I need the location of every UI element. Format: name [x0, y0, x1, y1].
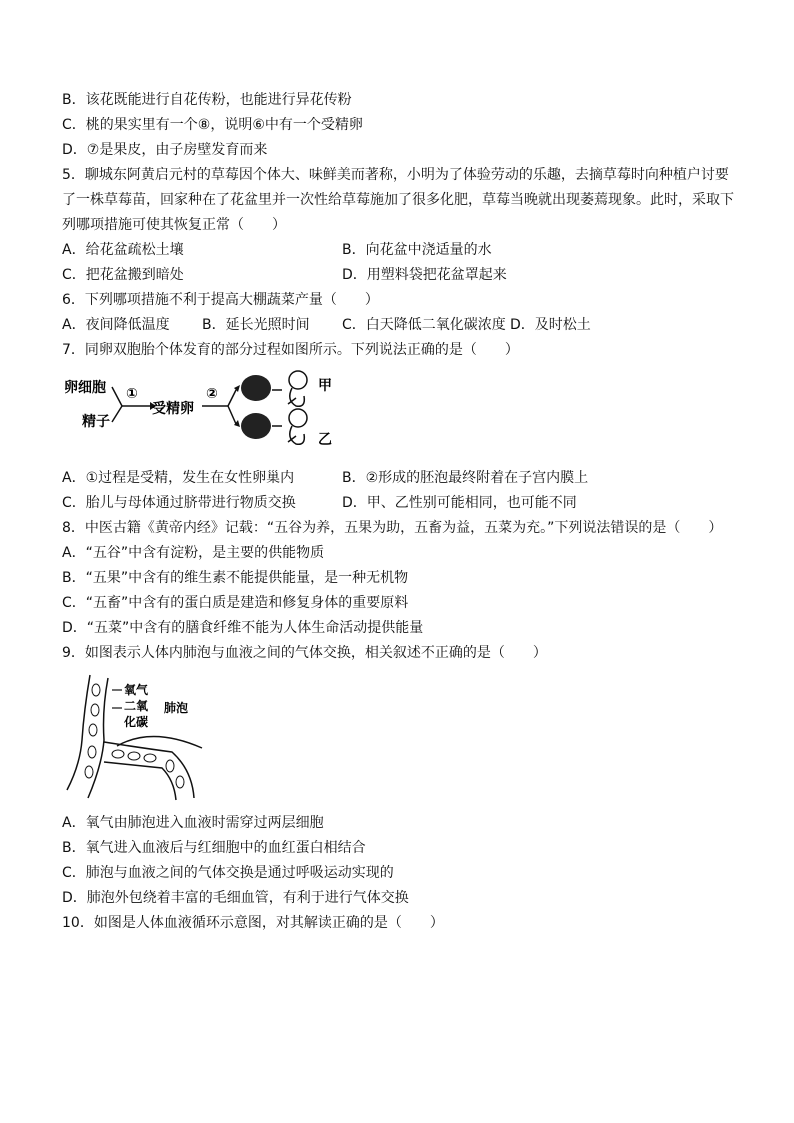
q8-option-c: C．“五畜”中含有的蛋白质是建造和修复身体的重要原料: [62, 595, 409, 611]
q5-option-d: D．用塑料袋把花盆罩起来: [342, 267, 507, 283]
q9-stem: 9．如图表示人体内肺泡与血液之间的气体交换，相关叙述不正确的是（ ）: [62, 645, 547, 661]
q9-option-d: D．肺泡外包绕着丰富的毛细血管，有利于进行气体交换: [62, 890, 409, 906]
q8-stem: 8．中医古籍《黄帝内经》记载：“五谷为养，五果为助，五畜为益，五菜为充。”下列说法错误的是（ ）: [62, 520, 723, 536]
q7-option-b: B．②形成的胚泡最终附着在子宫内膜上: [342, 470, 589, 486]
twin-development-figure: [60, 368, 350, 458]
zygote-label: 受精卵: [152, 401, 194, 417]
q6-option-b: B．延长光照时间: [202, 317, 310, 333]
q9-option-b: B．氧气进入血液后与红细胞中的血红蛋白相结合: [62, 840, 366, 856]
alveolus-label: 肺泡: [164, 701, 189, 715]
q4-option-b: B．该花既能进行自花传粉，也能进行异花传粉: [62, 92, 352, 108]
q7-stem: 7．同卵双胞胎个体发育的部分过程如图所示。下列说法正确的是（ ）: [62, 342, 519, 358]
q10-stem: 10．如图是人体血液循环示意图，对其解读正确的是（ ）: [62, 915, 444, 931]
blastocyst-icon: [241, 413, 271, 439]
q6-option-a: A．夜间降低温度: [62, 317, 170, 333]
embryo-icon: [288, 371, 307, 406]
q5-stem-line3: 列哪项措施可使其恢复正常（ ）: [62, 217, 286, 233]
q5-option-c: C．把花盆搬到暗处: [62, 267, 184, 283]
sperm-label: 精子: [82, 414, 110, 430]
co2-label-line1: 二氧: [124, 699, 149, 713]
q8-option-b: B．“五果”中含有的维生素不能提供能量，是一种无机物: [62, 570, 409, 586]
step2-label: ②: [206, 386, 218, 402]
q5-stem-line2: 了一株草莓苗，回家种在了花盆里并一次性给草莓施加了很多化肥，草莓当晚就出现萎蔫现象。此时，采取下: [62, 192, 734, 208]
oxygen-label: 氧气: [124, 683, 149, 697]
q7-option-c: C．胎儿与母体通过脐带进行物质交换: [62, 495, 296, 511]
q8-option-d: D．“五菜”中含有的膳食纤维不能为人体生命活动提供能量: [62, 620, 424, 636]
q6-stem: 6．下列哪项措施不利于提高大棚蔬菜产量（ ）: [62, 292, 379, 308]
q8-option-a: A．“五谷”中含有淀粉，是主要的供能物质: [62, 545, 325, 561]
q5-option-a: A．给花盆疏松土壤: [62, 242, 184, 258]
blastocyst-icon: [241, 375, 271, 401]
co2-label-line2: 化碳: [124, 715, 149, 729]
q5-stem-line1: 5．聊城东阿黄启元村的草莓因个体大、味鲜美而著称，小明为了体验劳动的乐趣，去摘草莓时向种植户讨要: [62, 167, 729, 183]
egg-cell-label: 卵细胞: [64, 380, 106, 396]
q9-option-a: A．氧气由肺泡进入血液时需穿过两层细胞: [62, 815, 324, 831]
twin-b-label: 乙: [318, 432, 332, 448]
q6-option-c: C．白天降低二氧化碳浓度: [342, 317, 506, 333]
q4-option-c: C．桃的果实里有一个⑧，说明⑥中有一个受精卵: [62, 117, 363, 133]
q4-option-d: D．⑦是果皮，由子房壁发育而来: [62, 142, 268, 158]
q6-option-d: D．及时松土: [510, 317, 591, 333]
q7-option-a: A．①过程是受精，发生在女性卵巢内: [62, 470, 295, 486]
q5-option-b: B．向花盆中浇适量的水: [342, 242, 492, 258]
split-branch: [228, 390, 236, 424]
twin-a-label: 甲: [318, 378, 332, 394]
q7-option-d: D．甲、乙性别可能相同，也可能不同: [342, 495, 577, 511]
embryo-icon: [288, 409, 307, 444]
step1-label: ①: [126, 386, 138, 402]
merge-bracket: [112, 387, 122, 422]
q9-option-c: C．肺泡与血液之间的气体交换是通过呼吸运动实现的: [62, 865, 394, 881]
alveolus-gas-exchange-figure: [62, 670, 222, 805]
